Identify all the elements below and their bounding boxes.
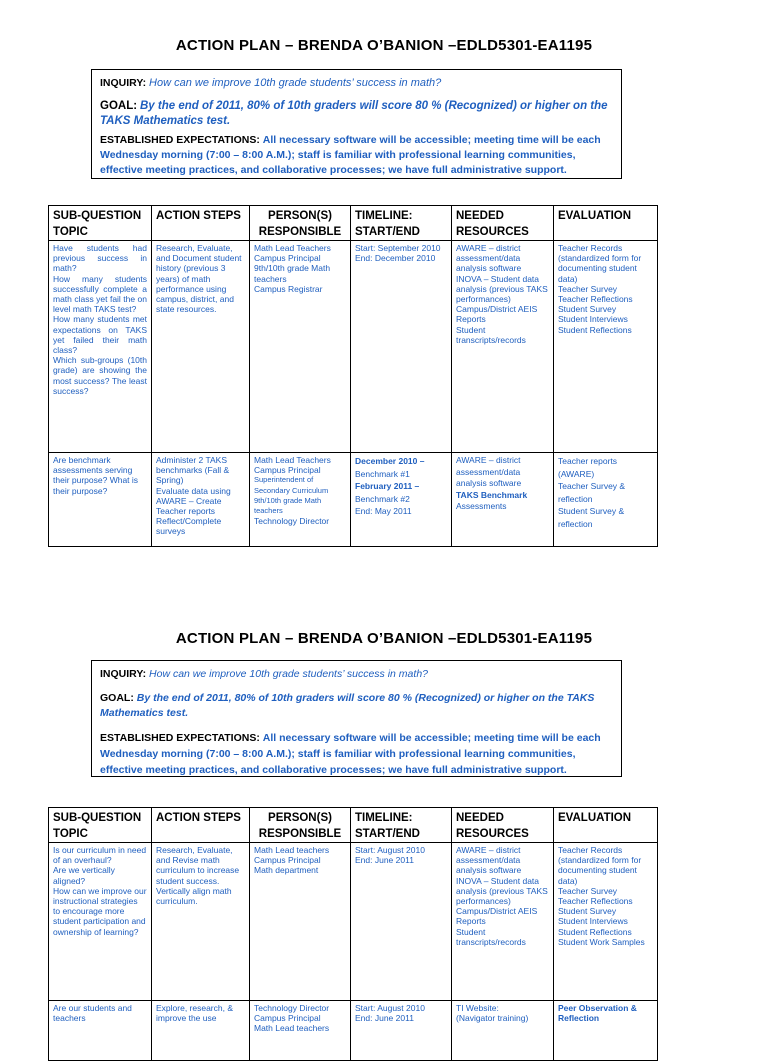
cell-text: Teacher Reflections: [558, 896, 633, 907]
cell-subquestion: [49, 843, 152, 1001]
cell-text: Campus Registrar: [254, 283, 323, 294]
expectations-label: ESTABLISHED EXPECTATIONS:: [100, 134, 260, 146]
cell-text: 9th/10th grade Math teachers: [254, 263, 331, 284]
cell-text: Assessments: [456, 501, 507, 511]
cell-text: Benchmark #1: [355, 468, 410, 479]
cell-text: Math Lead teachers: [254, 845, 330, 855]
cell-text: Campus Principal: [254, 253, 321, 264]
cell-text: Start: August 2010: [355, 845, 425, 855]
cell-text: Vertically align math curriculum.: [156, 885, 232, 907]
cell-text: Have students had previous success in math?: [53, 243, 147, 274]
cell-subquestion: [49, 1001, 152, 1061]
plan1-overview-box: [91, 69, 622, 179]
cell-evaluation: [554, 241, 658, 453]
cell-text: Campus/District AEIS Reports: [456, 906, 538, 927]
cell-text: Is our curriculum in need of an overhaul?: [53, 845, 147, 866]
table-row: [49, 843, 658, 1001]
cell-text: Teacher Survey & reflection: [558, 481, 626, 504]
cell-text: Campus Principal: [254, 855, 321, 866]
cell-text: How many students successfully complete a math class yet fail the on level math TAKS test?: [53, 273, 147, 315]
cell-text: Campus/District AEIS Reports: [456, 304, 538, 325]
table-row: [49, 1001, 658, 1061]
cell-text: Student transcripts/records: [456, 324, 526, 345]
cell-text: AWARE – district assessment/data analysis software: [456, 243, 522, 274]
cell-timeline: [351, 241, 452, 453]
expectations-text: All necessary software will be accessible; meeting time will be each Wednesday morning (7:00 – 8:00 A.M.); staff is familiar with professional learning communities, effective meeting practices, and collaborative processes; we have full administrative support.: [100, 134, 601, 176]
cell-resources: [452, 241, 554, 453]
plan2-table: [48, 807, 658, 1061]
cell-text: TI Website:: [456, 1003, 499, 1013]
cell-text: Are our students and teachers: [53, 1003, 132, 1024]
col-header-resources: NEEDED RESOURCES: [452, 206, 554, 241]
cell-text: Start: September 2010: [355, 243, 441, 253]
inquiry-text: How can we improve 10th grade students’ success in math?: [149, 77, 442, 89]
cell-subquestion: [49, 241, 152, 453]
cell-text: Research, Evaluate, and Document student history (previous 3 years) of math performance using campus, district, and state resources.: [156, 243, 242, 315]
cell-text: Student Interviews: [558, 916, 628, 927]
cell-actions: [152, 453, 250, 547]
cell-text: Math Lead Teachers: [254, 455, 331, 465]
expectations-label: ESTABLISHED EXPECTATIONS:: [100, 732, 260, 744]
col-header-actions: ACTION STEPS: [152, 808, 250, 843]
cell-resources: [452, 1001, 554, 1061]
cell-text: Math department: [254, 865, 319, 876]
col-header-subquestion: SUB-QUESTION TOPIC: [49, 808, 152, 843]
cell-text: Teacher Records (standardized form for documenting student data): [558, 845, 642, 886]
cell-text: Teacher Survey: [558, 283, 618, 294]
col-header-persons: PERSON(S) RESPONSIBLE: [250, 808, 351, 843]
cell-text: Reflection: [558, 1013, 600, 1024]
inquiry-label: INQUIRY:: [100, 668, 147, 680]
cell-text: AWARE – district assessment/data analysis software: [456, 845, 522, 876]
cell-text: Student Work Samples: [558, 936, 645, 947]
goal-text: By the end of 2011, 80% of 10th graders will score 80 % (Recognized) or higher on the TAKS Mathematics test.: [100, 100, 608, 127]
cell-persons: [250, 453, 351, 547]
cell-resources: [452, 453, 554, 547]
col-header-timeline: TIMELINE: START/END: [351, 206, 452, 241]
col-header-subquestion: SUB-QUESTION TOPIC: [49, 206, 152, 241]
cell-text: Reflect/Complete surveys: [156, 516, 222, 537]
cell-subquestion: [49, 453, 152, 547]
cell-text: Student transcripts/records: [456, 926, 526, 947]
cell-text: Student Survey & reflection: [558, 506, 625, 529]
col-header-resources: NEEDED RESOURCES: [452, 808, 554, 843]
table-row: [49, 241, 658, 453]
cell-text: Student Reflections: [558, 324, 632, 335]
cell-text: Student Survey: [558, 304, 617, 315]
cell-text: Peer Observation &: [558, 1003, 637, 1013]
cell-text: Student Reflections: [558, 926, 632, 937]
cell-text: How can we improve our instructional strategies to encourage more student participation and ownership of learning?: [53, 885, 147, 937]
cell-text: Technology Director: [254, 1003, 330, 1013]
goal-text: By the end of 2011, 80% of 10th graders will score 80 % (Recognized) or higher on the TAKS Mathematics test.: [100, 692, 595, 719]
col-header-evaluation: EVALUATION: [554, 808, 658, 843]
cell-actions: [152, 843, 250, 1001]
cell-evaluation: [554, 843, 658, 1001]
cell-actions: [152, 1001, 250, 1061]
cell-timeline: [351, 843, 452, 1001]
table-header-row: [49, 808, 658, 843]
expectations-text: All necessary software will be accessible; meeting time will be each Wednesday morning (7:00 – 8:00 A.M.); staff is familiar with professional learning communities, effective meeting practices, and collaborative processes; we have full administrative support.: [100, 732, 601, 776]
cell-text: Teacher Records (standardized form for documenting student data): [558, 243, 642, 284]
cell-text: End: June 2011: [355, 1013, 414, 1024]
cell-text: February 2011 –: [355, 481, 420, 491]
cell-text: Campus Principal: [254, 1013, 321, 1024]
cell-text: 9th/10th grade Math teachers: [254, 495, 322, 516]
cell-text: Explore, research, & improve the use: [156, 1003, 234, 1024]
cell-text: Teacher Survey: [558, 885, 618, 896]
cell-text: TAKS Benchmark: [456, 489, 528, 500]
inquiry-text: How can we improve 10th grade students’ success in math?: [149, 668, 428, 680]
cell-persons: [250, 241, 351, 453]
cell-text: How many students met expectations on TAKS yet failed their math class?: [53, 314, 147, 356]
cell-text: End: May 2011: [355, 506, 412, 516]
plan1-table: [48, 205, 658, 547]
col-header-actions: ACTION STEPS: [152, 206, 250, 241]
cell-text: End: June 2011: [355, 855, 414, 866]
cell-text: Are benchmark assessments serving their purpose? What is their purpose?: [53, 455, 139, 496]
cell-text: December 2010 –: [355, 456, 425, 466]
plan2-title: ACTION PLAN – BRENDA O’BANION –EDLD5301-EA1195: [175, 630, 593, 647]
cell-resources: [452, 843, 554, 1001]
cell-text: Start: August 2010: [355, 1003, 425, 1013]
cell-persons: [250, 1001, 351, 1061]
col-header-persons: PERSON(S) RESPONSIBLE: [250, 206, 351, 241]
cell-text: Technology Director: [254, 516, 330, 527]
col-header-timeline: TIMELINE: START/END: [351, 808, 452, 843]
cell-text: Student Interviews: [558, 314, 628, 325]
table-header-row: [49, 206, 658, 241]
cell-text: Student Survey: [558, 906, 617, 917]
cell-text: Campus Principal: [254, 465, 321, 476]
cell-text: Are we vertically aligned?: [53, 865, 115, 886]
cell-text: AWARE – district assessment/data analysis software: [456, 455, 522, 488]
cell-actions: [152, 241, 250, 453]
cell-text: INOVA – Student data analysis (previous TAKS performances): [456, 875, 548, 907]
cell-text: Math Lead Teachers: [254, 243, 331, 253]
cell-text: Superintendent of Secondary Curriculum: [254, 475, 329, 495]
cell-text: Teacher reports (AWARE): [558, 456, 618, 479]
table-row: [49, 453, 658, 547]
inquiry-label: INQUIRY:: [100, 77, 147, 89]
cell-text: End: December 2010: [355, 253, 436, 264]
plan2-overview-box: [91, 660, 622, 777]
goal-label: GOAL:: [100, 100, 138, 112]
cell-text: Teacher Reflections: [558, 294, 633, 305]
cell-text: Administer 2 TAKS benchmarks (Fall & Spring): [156, 455, 230, 486]
cell-text: Math Lead teachers: [254, 1023, 330, 1034]
cell-text: Research, Evaluate, and Revise math curriculum to increase student success.: [156, 845, 240, 886]
goal-label: GOAL:: [100, 692, 134, 704]
plan1-title: ACTION PLAN – BRENDA O’BANION –EDLD5301-EA1195: [175, 37, 593, 54]
cell-timeline: [351, 453, 452, 547]
cell-text: INOVA – Student data analysis (previous TAKS performances): [456, 273, 548, 305]
cell-timeline: [351, 1001, 452, 1061]
cell-persons: [250, 843, 351, 1001]
cell-text: Evaluate data using AWARE – Create Teacher reports: [156, 485, 231, 517]
cell-evaluation: [554, 453, 658, 547]
cell-text: Benchmark #2: [355, 493, 410, 504]
cell-evaluation: [554, 1001, 658, 1061]
cell-text: Which sub-groups (10th grade) are showing the most success? The least success?: [53, 355, 147, 396]
cell-text: (Navigator training): [456, 1013, 529, 1024]
col-header-evaluation: EVALUATION: [554, 206, 658, 241]
